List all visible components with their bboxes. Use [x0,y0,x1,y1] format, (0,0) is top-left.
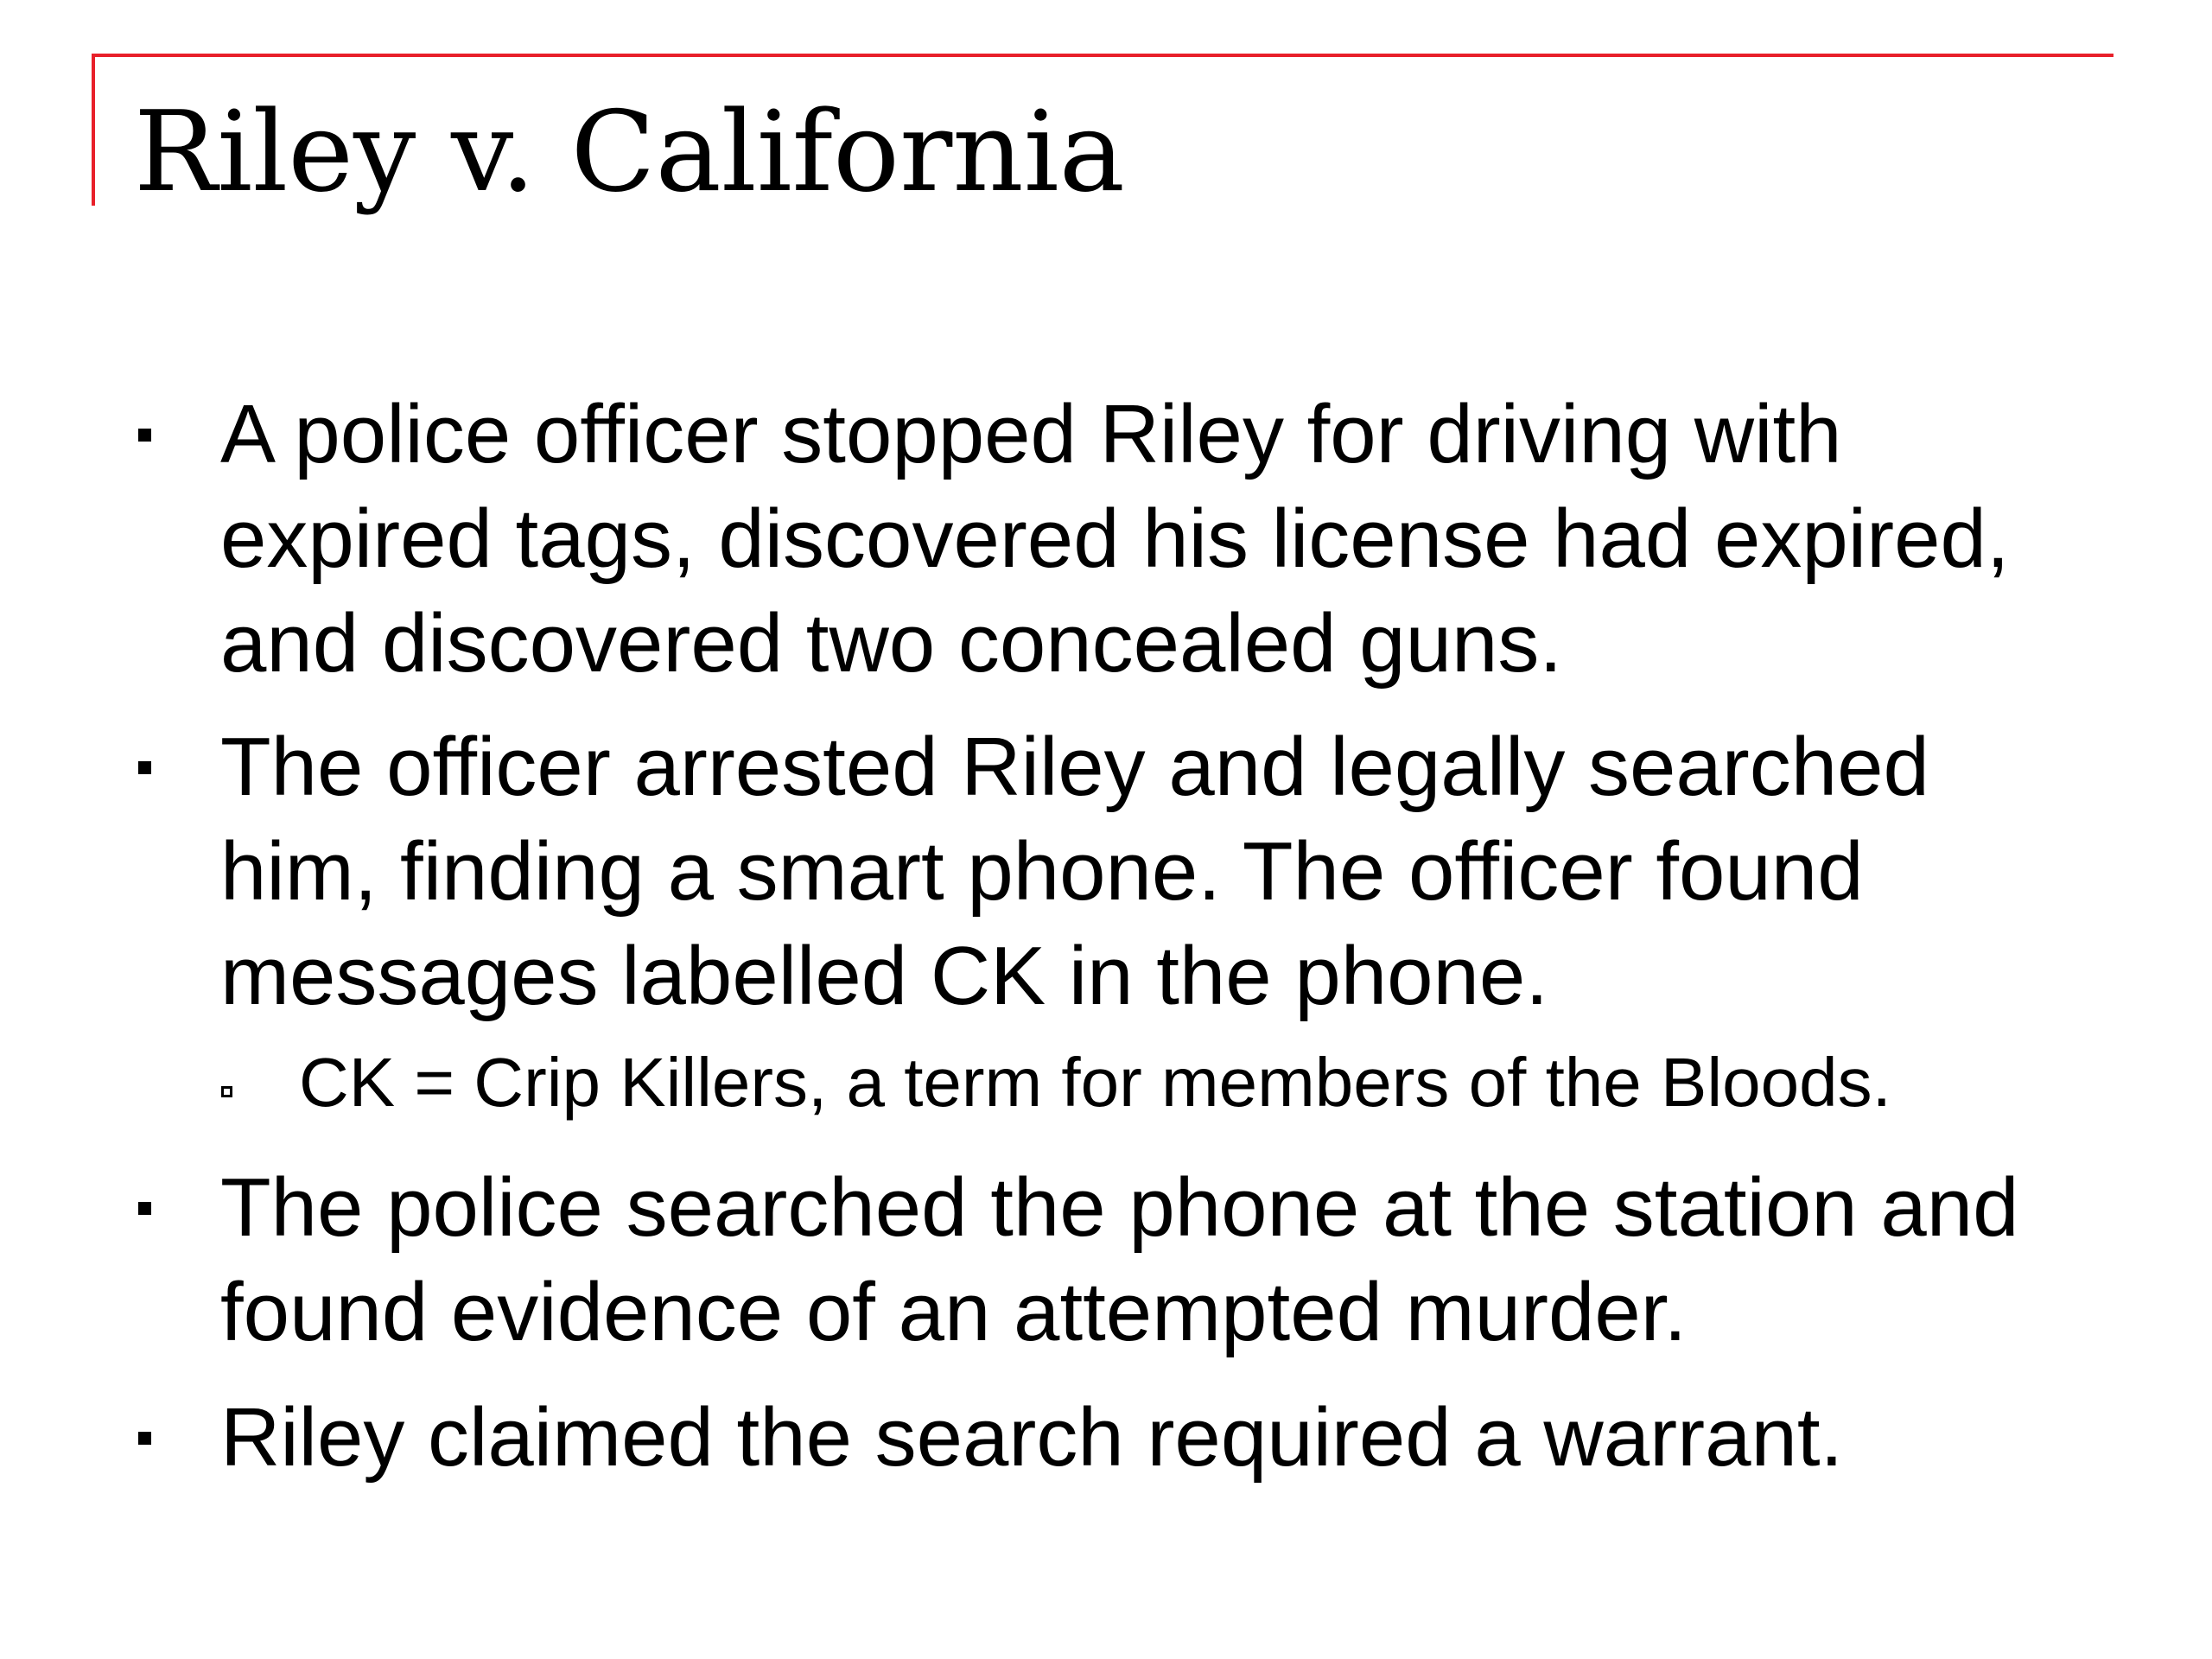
title-rule-left [92,54,95,206]
square-bullet-icon [138,429,151,442]
bullet-text: A police officer stopped Riley for driving with expired tags, discovered his license had expired, and discovered two concealed guns. [220,388,2010,690]
square-bullet-icon [138,761,151,774]
hollow-square-bullet-icon [221,1086,232,1097]
bullet-text: The officer arrested Riley and legally searched him, finding a smart phone. The officer found messages labelled CK in the phone. [220,721,1929,1022]
square-bullet-icon [138,1432,151,1445]
bullet-text: Riley claimed the search required a warrant. [220,1391,1844,1484]
slide-title: Riley v. California [134,88,1125,217]
title-rule-top [92,54,2113,57]
bullet-text: The police searched the phone at the station and found evidence of an attempted murder. [220,1161,2019,1358]
square-bullet-icon [138,1202,151,1215]
sub-bullet-text: CK = Crip Killers, a term for members of the Bloods. [299,1044,1891,1121]
